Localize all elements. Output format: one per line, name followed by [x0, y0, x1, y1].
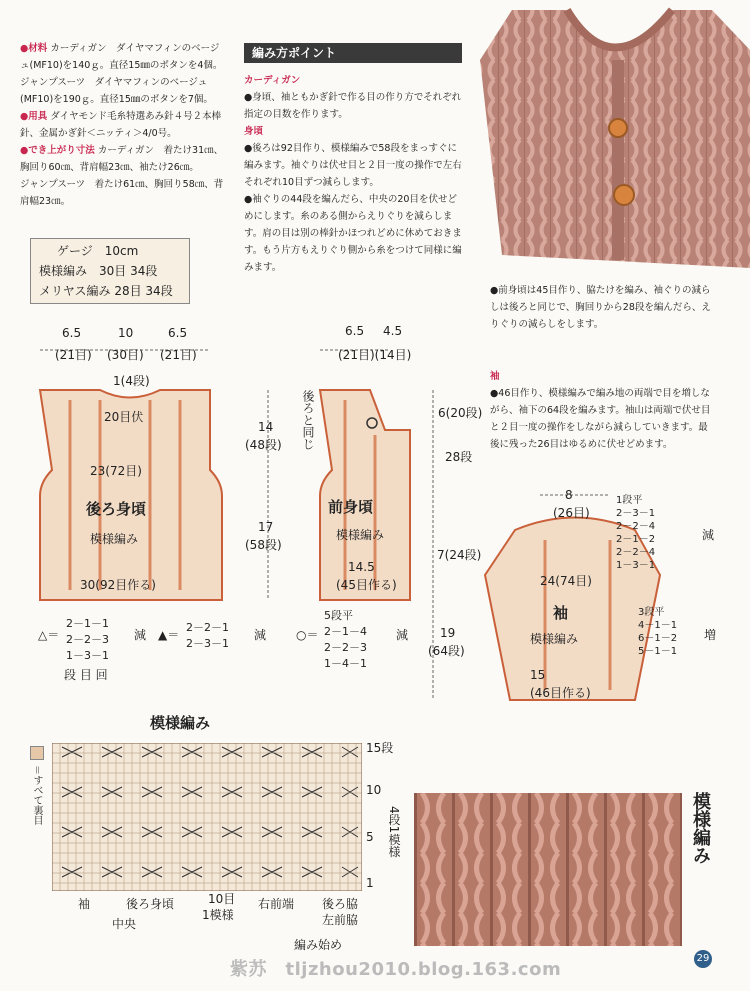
- back-pattern: 模様編み: [90, 532, 139, 546]
- points-body: [244, 72, 466, 276]
- points-sub-body: 身頃: [244, 126, 264, 137]
- chart-repeat: 4段1模様: [387, 806, 401, 858]
- front-side-dim: 7(24段): [437, 548, 482, 562]
- back-sts-1: (21目): [55, 348, 92, 362]
- vdim-b-rows: (58段): [245, 538, 282, 552]
- formula-circle-values: 5段平 2－1－4 2－2－3 1－4－1: [324, 609, 367, 670]
- back-width-2: 10: [118, 326, 134, 340]
- back-bindoff: 20目伏: [104, 410, 144, 424]
- gauge-row-stockinette: メリヤス編み 28目 34段: [39, 284, 173, 298]
- materials-label: ●材料: [20, 43, 48, 54]
- size-jumpsuit: ジャンプスーツ 着たけ61㎝、胸回り58㎝、背肩幅23㎝。: [20, 179, 224, 207]
- size-label: ●でき上がり寸法: [20, 145, 95, 156]
- front-neck-dim: 6(20段): [438, 406, 483, 420]
- points-p3: ●袖ぐりの44段を編んだら、中央の20目を伏せどめにします。糸のある側からえりぐりを減らします。肩の目は別の棒針かほつれどめに休めておきます。もう片方もえりぐり側から糸をつけて同様に編みます。: [244, 194, 462, 273]
- back-width-1: 6.5: [62, 326, 82, 340]
- formula-circle: ○＝: [296, 628, 319, 642]
- sleeve-pattern: 模様編み: [530, 632, 579, 646]
- sleeve-title: 袖: [553, 604, 569, 622]
- chart-bottom-start: 編み始め: [294, 938, 343, 952]
- front-width-2: 4.5: [383, 324, 403, 338]
- tools-label: ●用具: [20, 111, 48, 122]
- sleeve-cast-on: (46目作る): [530, 686, 591, 700]
- front-cast-on: (45目作る): [336, 578, 397, 592]
- sleeve-increase-label: 増: [704, 628, 717, 642]
- formula-circle-label: 減: [396, 628, 409, 642]
- formula-filled-triangle-values: 2－2－1 2－3－1: [186, 621, 229, 650]
- chart-row-15: 15段: [366, 741, 394, 755]
- formula-open-label: 減: [134, 628, 147, 642]
- cardigan-photo: [472, 0, 750, 268]
- sleeve-decrease: 1段平 2－3－1 2－2－4 2－1－2 2－2－4 1－3－1: [616, 495, 656, 571]
- purl-legend: [30, 765, 46, 829]
- chart-bottom-center: 中央: [112, 917, 137, 931]
- vdim-a-rows: (48段): [245, 438, 282, 452]
- chart-title: 模様編み: [150, 714, 211, 732]
- points-p5: ●46目作り、模様編みで編み地の両端で目を増しながら、袖下の64段を編みます。袖山は両端で伏せ目と２目一度の操作をしながら減らしていきます。最後に残った26目はゆるめに伏せどめます。: [490, 388, 711, 450]
- chart-row-5: 5: [366, 830, 374, 844]
- chart-bottom-1repeat: 1模様: [202, 908, 234, 922]
- formula-filled-triangle: ▲＝: [158, 628, 180, 642]
- chart-row-1: 1: [366, 876, 374, 890]
- chart-bottom-back-side: 後ろ脇: [322, 897, 359, 911]
- tools-text: ダイヤモンド毛糸特選あみ針４号２本棒針、金属かぎ針＜ニッティ＞4/0号。: [20, 111, 222, 139]
- front-same-as-back: 後ろと同じ: [301, 390, 315, 450]
- button-icon: [614, 185, 634, 205]
- materials-section: [20, 40, 225, 210]
- vdim-a: 14: [258, 420, 274, 434]
- swatch-label: [690, 792, 712, 869]
- sleeve-width: 24(74目): [540, 574, 592, 588]
- swatch-label-text: 模様編み: [690, 792, 711, 864]
- back-sts-3: (21目): [160, 348, 197, 362]
- back-sts-2: (30目): [107, 348, 144, 362]
- materials-cardigan: カーディガン ダイヤマフィンのベージュ(MF10)を140ｇ。直径15㎜のボタンを4個。: [20, 43, 223, 71]
- chart-bottom-right-front: 右前端: [258, 897, 295, 911]
- front-width: 14.5: [348, 560, 375, 574]
- back-title: 後ろ身頃: [86, 500, 147, 518]
- purl-legend-swatch: [30, 746, 44, 760]
- front-sts: (21目)(14目): [338, 348, 412, 362]
- chart-bottom-10sts: 10目: [208, 892, 236, 906]
- sleeve-decrease-label: 減: [702, 528, 715, 542]
- materials-jumpsuit: ジャンプスーツ ダイヤマフィンのベージュ(MF10)を190ｇ。直径15㎜のボタンを7個。: [20, 77, 213, 105]
- page-number: 29: [694, 950, 712, 968]
- back-neck-rows: 1(4段): [113, 374, 150, 388]
- front-length: 19: [440, 626, 456, 640]
- formula-legend: 段 目 回: [64, 668, 108, 682]
- back-cast-on: 30(92目作る): [80, 578, 156, 592]
- formula-open-triangle: △＝: [38, 628, 60, 642]
- gauge-row-pattern: 模様編み 30目 34段: [39, 264, 158, 278]
- pattern-swatch-photo: [414, 793, 682, 946]
- sleeve-increase: 3段平 4－1－1 6－1－2 5－1－1: [638, 607, 678, 657]
- chart-row-10: 10: [366, 783, 382, 797]
- front-width-1: 6.5: [345, 324, 365, 338]
- chart-bottom-back: 後ろ身頃: [126, 897, 175, 911]
- front-pattern: 模様編み: [336, 528, 385, 542]
- sleeve-top: 8: [565, 488, 573, 502]
- points-p4: ●前身頃は45目作り、脇たけを編み、袖ぐりの減らしは後ろと同じで、胸回りから28段を編んだら、えりぐりの減らしをします。: [490, 285, 711, 330]
- front-neck-rows: 28段: [445, 450, 473, 464]
- stitch-chart: [52, 743, 362, 891]
- size-cardigan: カーディガン 着たけ31㎝、胸回り60㎝、背肩幅23㎝、袖たけ26㎝。: [20, 145, 224, 173]
- gauge-title: ゲージ 10cm: [57, 244, 139, 258]
- points-header: 編み方ポイント: [244, 43, 462, 63]
- points-sub-sleeve: 袖: [490, 371, 500, 382]
- vdim-b: 17: [258, 520, 274, 534]
- front-length-rows: (64段): [428, 644, 465, 658]
- back-width-3: 6.5: [168, 326, 188, 340]
- formula-open-triangle-values: 2－1－1 2－2－3 1－3－1: [66, 617, 109, 662]
- points-sub-cardigan: カーディガン: [244, 75, 301, 86]
- chart-bottom-sleeve: 袖: [78, 897, 91, 911]
- points-p2: ●後ろは92目作り、模様編みで58段をまっすぐに編みます。袖ぐりは伏せ目と２目一度の操作で左右それぞれ10目ずつ減らします。: [244, 143, 462, 188]
- schematic-area: [0, 320, 750, 720]
- front-title: 前身頃: [328, 498, 374, 516]
- gauge-box: [30, 238, 190, 304]
- back-width: 23(72目): [90, 464, 142, 478]
- watermark: 紫苏 tljzhou2010.blog.163.com: [230, 959, 562, 980]
- points-p1: ●身頃、袖ともかぎ針で作る目の作り方でそれぞれ指定の目数を作ります。: [244, 92, 462, 120]
- chart-bottom-left-front: 左前脇: [322, 913, 359, 927]
- purl-legend-text: ＝すべて裏目: [31, 765, 42, 825]
- sleeve-top-sts: (26目): [553, 506, 590, 520]
- sleeve-bottom: 15: [530, 668, 546, 682]
- formula-filled-label: 減: [254, 628, 267, 642]
- button-icon: [609, 119, 627, 137]
